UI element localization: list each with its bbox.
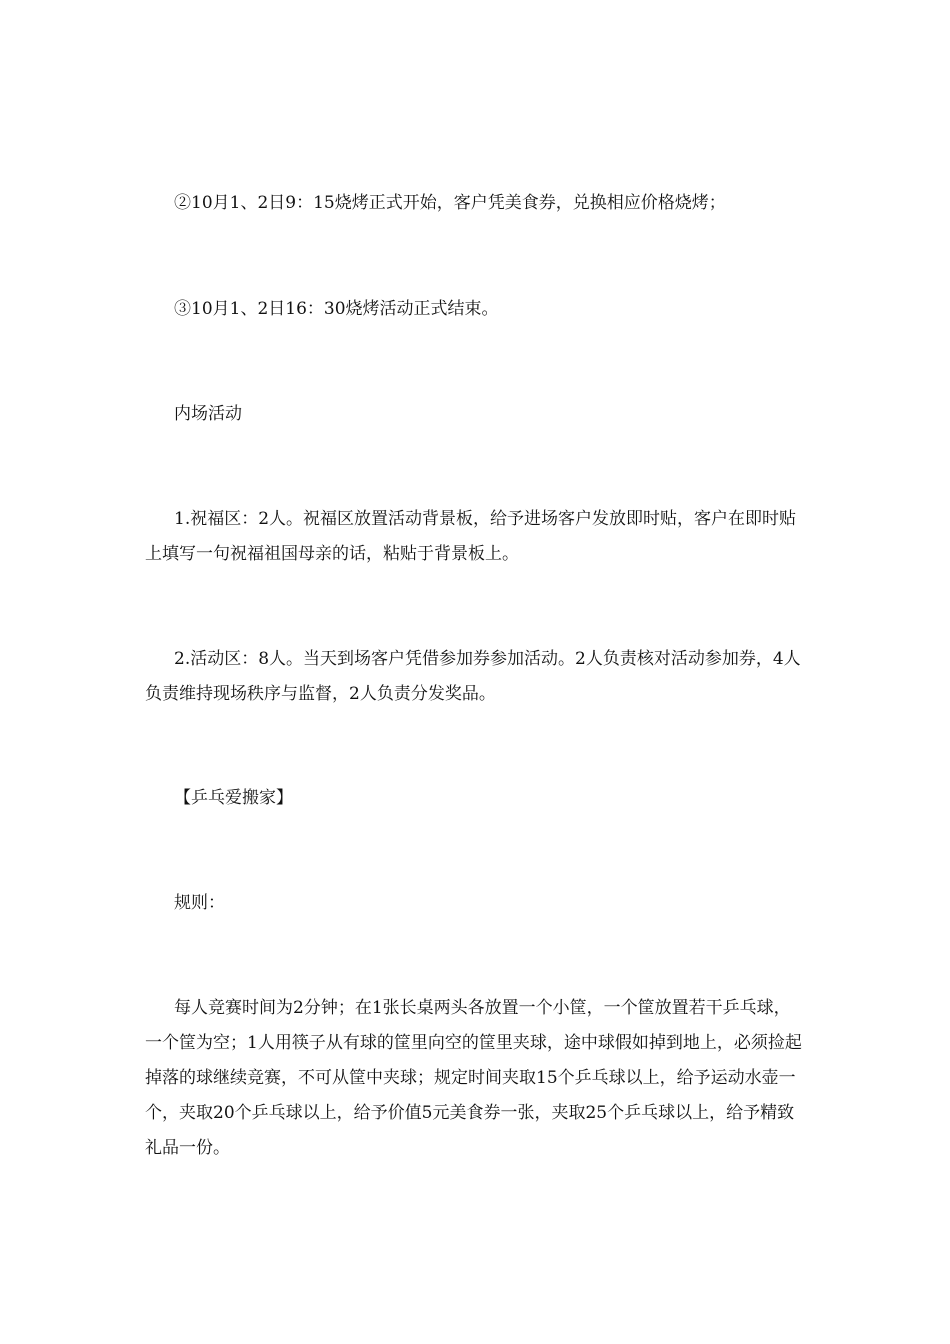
paragraph-blessing-area: 1.祝福区：2人。祝福区放置活动背景板，给予进场客户发放即时贴，客户在即时贴上填写一句祝福祖国母亲的话，粘贴于背景板上。: [145, 509, 797, 564]
paragraph-activity-area: 2.活动区：8人。当天到场客户凭借参加券参加活动。2人负责核对活动参加券，4人负责维持现场秩序与监督，2人负责分发奖品。: [145, 649, 801, 704]
section-heading-pingpong-game: 【乒乓爱搬家】: [174, 788, 293, 808]
paragraph-bbq-end: ③10月1、2日16：30烧烤活动正式结束。: [174, 299, 499, 319]
rules-label: 规则：: [174, 893, 225, 913]
paragraph-game-rules: 每人竞赛时间为2分钟；在1张长桌两头各放置一个小筐，一个筐放置若干乒乓球，一个筐为空；1人用筷子从有球的筐里向空的筐里夹球，途中球假如掉到地上，必须捡起掉落的球继续竞赛，不可从筐中夹球；规定时间夹取15个乒乓球以上，给予运动水壶一个，夹取20个乒乓球以上，给予价值5元美食券一张，夹取25个乒乓球以上，给予精致礼品一份。: [145, 998, 802, 1158]
paragraph-bbq-start: ②10月1、2日9：15烧烤正式开始，客户凭美食券，兑换相应价格烧烤；: [174, 193, 726, 213]
section-heading-indoor-activities: 内场活动: [174, 404, 242, 424]
